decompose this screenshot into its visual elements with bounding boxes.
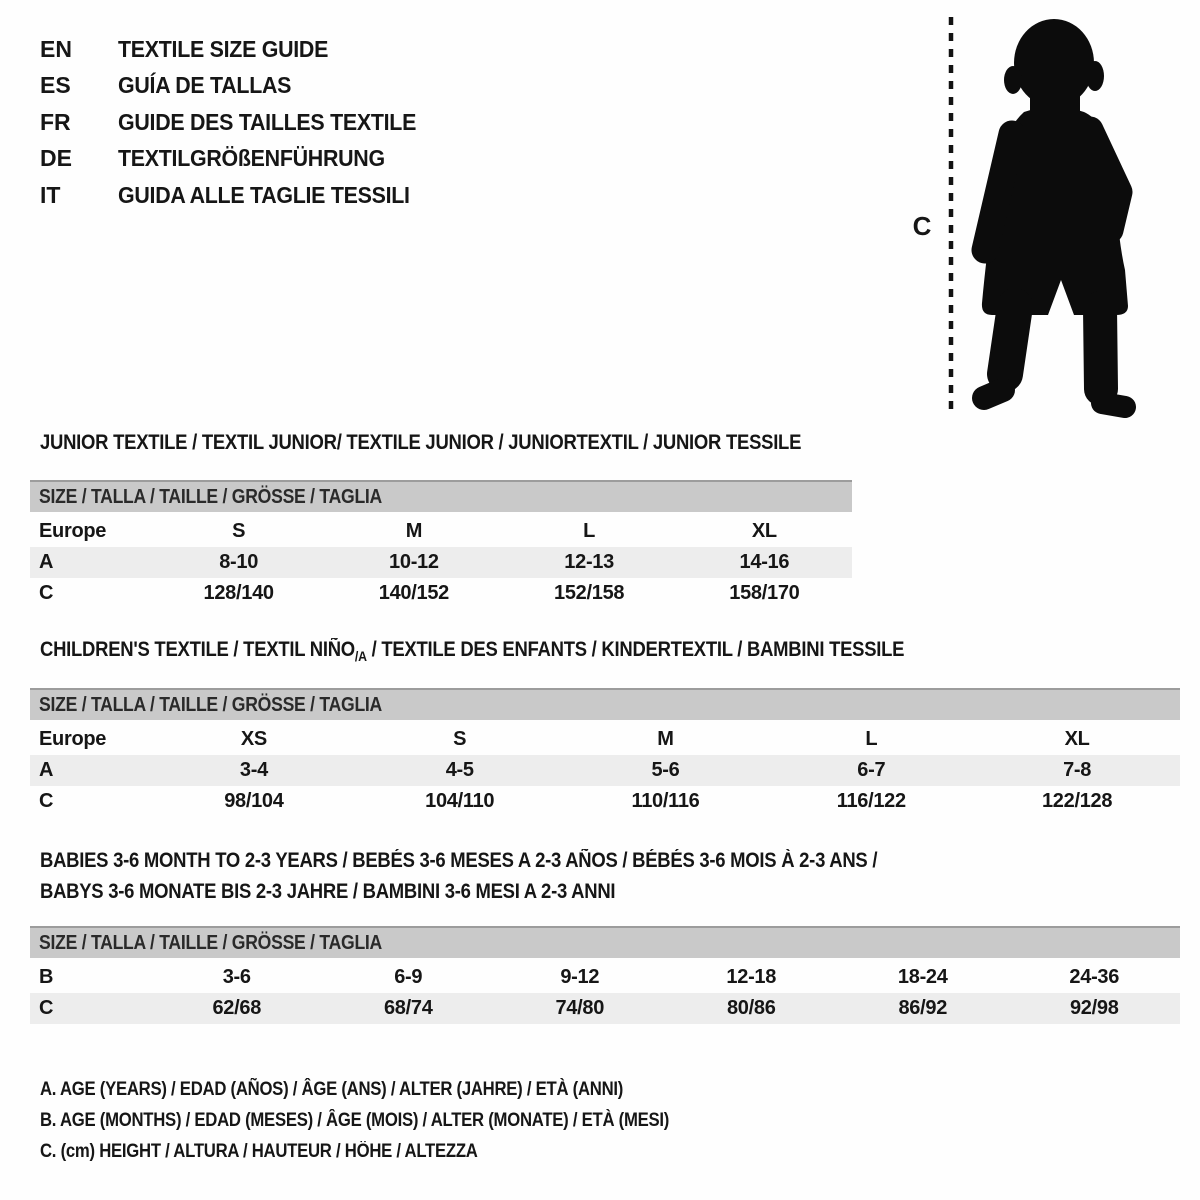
table-cell: S xyxy=(453,728,467,750)
language-code: EN xyxy=(40,35,72,62)
table-row xyxy=(30,547,852,578)
table-cell: S xyxy=(232,520,246,542)
table-row xyxy=(30,786,1180,817)
legend-line-b xyxy=(40,1105,755,1136)
table-cell: M xyxy=(657,728,674,750)
babies-size-header-bar xyxy=(30,926,1180,958)
babies-title-line1-text: BABIES 3-6 MONTH TO 2-3 YEARS / BEBÉS 3-6 MESES A 2-3 AÑOS / BÉBÉS 3-6 MOIS À 2-3 ANS / xyxy=(40,849,878,872)
language-code: IT xyxy=(40,181,61,208)
table-cell: 14-16 xyxy=(739,551,790,573)
babies-size-table xyxy=(30,926,1180,1024)
table-cell: 4-5 xyxy=(445,759,474,781)
language-row xyxy=(40,141,439,178)
size-header-label: SIZE / TALLA / TAILLE / GRÖSSE / TAGLIA xyxy=(39,931,383,954)
children-section-title xyxy=(40,638,1022,662)
row-label: A xyxy=(39,759,54,781)
table-cell: 3-4 xyxy=(239,759,268,781)
height-measure-label: C xyxy=(912,211,932,241)
children-title-after: / TEXTILE DES ENFANTS / KINDERTEXTIL / BAMBINI TESSILE xyxy=(366,638,905,661)
table-cell: 7-8 xyxy=(1063,759,1092,781)
table-cell: 128/140 xyxy=(203,582,274,604)
babies-section-title-line2 xyxy=(40,880,694,904)
junior-size-table xyxy=(30,480,852,609)
table-row xyxy=(30,993,1180,1024)
legend-line-b-text: B. AGE (MONTHS) / EDAD (MESES) / ÂGE (MOIS) / ALTER (MONATE) / ETÀ (MESI) xyxy=(40,1109,670,1131)
legend-line-a-text: A. AGE (YEARS) / EDAD (AÑOS) / ÂGE (ANS) / ALTER (JAHRE) / ETÀ (ANNI) xyxy=(40,1078,624,1100)
table-cell: 68/74 xyxy=(383,997,433,1019)
toddler-silhouette-icon xyxy=(962,14,1152,424)
table-cell: 152/158 xyxy=(554,582,625,604)
table-cell: 5-6 xyxy=(651,759,680,781)
table-row xyxy=(30,755,1180,786)
table-cell: 3-6 xyxy=(222,966,251,988)
height-dashed-line xyxy=(945,15,957,417)
table-cell: 24-36 xyxy=(1069,966,1120,988)
babies-section-title-line1 xyxy=(40,849,991,873)
legend-line-c xyxy=(40,1136,755,1167)
language-row xyxy=(40,68,439,105)
table-cell: 8-10 xyxy=(219,551,259,573)
language-list xyxy=(40,31,439,214)
language-code: ES xyxy=(40,72,71,99)
babies-title-line2-text: BABYS 3-6 MONATE BIS 2-3 JAHRE / BAMBINI 3-6 MESI A 2-3 ANNI xyxy=(40,880,616,903)
table-cell: M xyxy=(405,520,423,542)
table-cell: 86/92 xyxy=(898,997,948,1019)
table-cell: XL xyxy=(751,520,777,542)
children-size-header-bar xyxy=(30,688,1180,720)
table-cell: 122/128 xyxy=(1041,790,1113,812)
table-row xyxy=(30,516,852,547)
table-cell: 116/122 xyxy=(836,790,906,812)
table-cell: 80/86 xyxy=(726,997,776,1019)
children-title-before: CHILDREN'S TEXTILE / TEXTIL NIÑO xyxy=(40,638,355,661)
children-size-table xyxy=(30,688,1180,817)
legend-line-c-text: C. (cm) HEIGHT / ALTURA / HAUTEUR / HÖHE / ALTEZZA xyxy=(40,1140,478,1162)
table-cell: 62/68 xyxy=(212,997,262,1019)
table-row xyxy=(30,578,852,609)
row-label: C xyxy=(39,997,54,1019)
children-section-title-text xyxy=(40,638,904,662)
row-label: C xyxy=(39,582,54,604)
measurement-legend xyxy=(40,1074,755,1167)
legend-line-a xyxy=(40,1074,755,1105)
language-row xyxy=(40,177,439,214)
language-title: GUIDE DES TAILLES TEXTILE xyxy=(118,108,417,135)
row-label: Europe xyxy=(39,728,107,750)
table-cell: XL xyxy=(1064,728,1090,750)
size-header-label: SIZE / TALLA / TAILLE / GRÖSSE / TAGLIA xyxy=(39,485,383,508)
row-label: A xyxy=(39,551,54,573)
language-row xyxy=(40,104,439,141)
junior-section-title-text: JUNIOR TEXTILE / TEXTIL JUNIOR/ TEXTILE JUNIOR / JUNIORTEXTIL / JUNIOR TESSILE xyxy=(40,431,802,454)
table-cell: XS xyxy=(240,728,267,750)
junior-section-title xyxy=(40,431,905,455)
table-cell: 140/152 xyxy=(378,582,449,604)
table-cell: 10-12 xyxy=(389,551,439,573)
table-cell: 98/104 xyxy=(224,790,284,812)
size-header-label: SIZE / TALLA / TAILLE / GRÖSSE / TAGLIA xyxy=(39,693,383,716)
table-cell: 6-7 xyxy=(857,759,886,781)
table-cell: 6-9 xyxy=(394,966,423,988)
table-row xyxy=(30,724,1180,755)
table-cell: 74/80 xyxy=(555,997,605,1019)
language-title: TEXTILE SIZE GUIDE xyxy=(118,35,329,62)
table-cell: 92/98 xyxy=(1069,997,1119,1019)
language-code: FR xyxy=(40,108,71,135)
table-cell: 110/116 xyxy=(631,790,700,812)
table-row xyxy=(30,962,1180,993)
table-cell: 12-13 xyxy=(564,551,614,573)
table-cell: L xyxy=(583,520,596,542)
language-title: TEXTILGRÖßENFÜHRUNG xyxy=(118,145,385,172)
children-title-sub: /A xyxy=(354,648,367,664)
table-cell: L xyxy=(865,728,878,750)
table-cell: 158/170 xyxy=(729,582,800,604)
table-cell: 104/110 xyxy=(425,790,495,812)
junior-size-header-bar xyxy=(30,480,852,512)
language-code: DE xyxy=(40,145,72,172)
table-cell: 9-12 xyxy=(560,966,600,988)
row-label: B xyxy=(39,966,54,988)
table-cell: 12-18 xyxy=(726,966,777,988)
language-row xyxy=(40,31,439,68)
row-label: Europe xyxy=(39,520,107,542)
language-title: GUÍA DE TALLAS xyxy=(118,72,292,99)
table-cell: 18-24 xyxy=(897,966,948,988)
language-title: GUIDA ALLE TAGLIE TESSILI xyxy=(118,181,410,208)
row-label: C xyxy=(39,790,54,812)
